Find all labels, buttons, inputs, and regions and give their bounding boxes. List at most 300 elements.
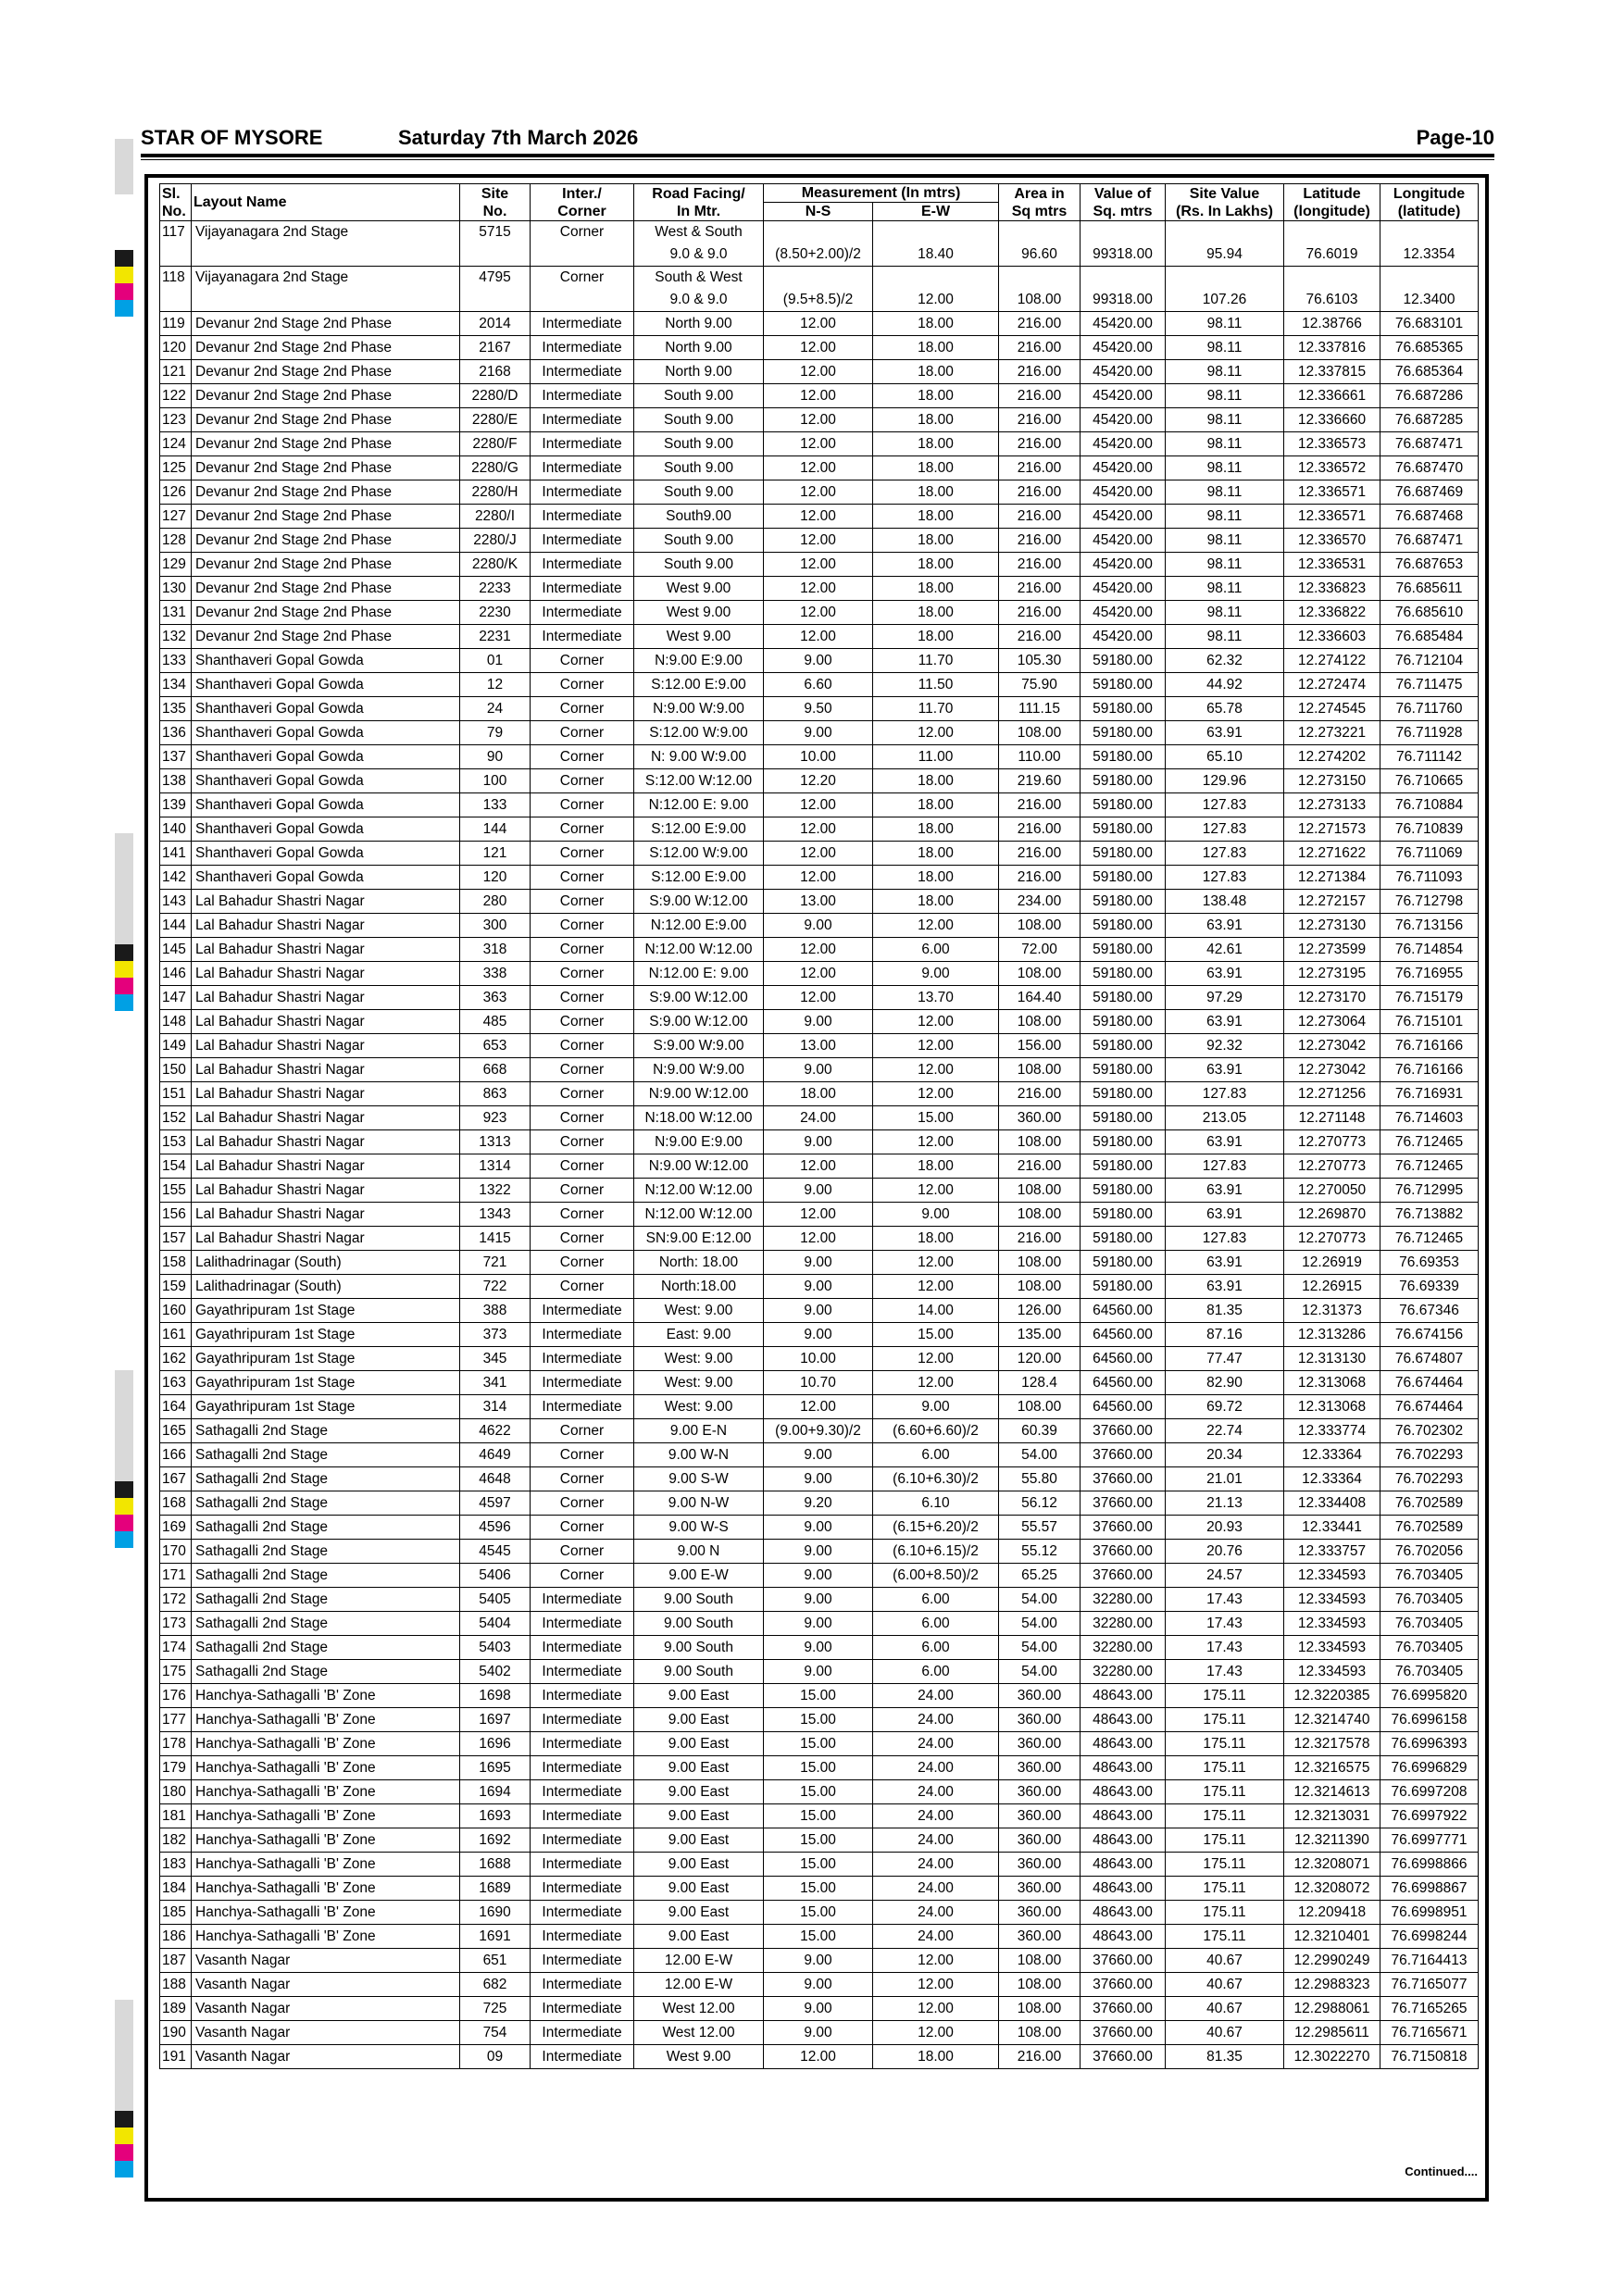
col-inter-corner: Inter./ Corner xyxy=(531,184,634,221)
cell-inter-corner: Intermediate xyxy=(531,1804,634,1828)
cell-road-facing: 9.00 South xyxy=(634,1660,764,1684)
cell-inter-corner: Intermediate xyxy=(531,625,634,649)
cell-sl-no: 156 xyxy=(160,1203,192,1227)
cell-road-facing: 9.00 South xyxy=(634,1612,764,1636)
cell-ns: 12.00 xyxy=(764,480,873,505)
cell-road-facing: West 9.00 xyxy=(634,601,764,625)
cell-area: 216.00 xyxy=(999,1082,1081,1106)
cell-inter-corner: Intermediate xyxy=(531,336,634,360)
cell-value-sqm: 37660.00 xyxy=(1081,1467,1166,1491)
cell-site-no: 863 xyxy=(460,1082,531,1106)
cell-road-facing: N:9.00 E:9.00 xyxy=(634,1130,764,1154)
cell-area: 108.00 xyxy=(999,721,1081,745)
cell-latitude: 12.273133 xyxy=(1284,793,1380,817)
cell-layout-name: Lal Bahadur Shastri Nagar xyxy=(192,1130,460,1154)
cell-longitude: 76.6998244 xyxy=(1380,1925,1479,1949)
cell-ns: 9.00 xyxy=(764,1997,873,2021)
table-row xyxy=(160,1901,1479,1925)
cell-site-value: 175.11 xyxy=(1166,1853,1284,1877)
cell-value-sqm: 45420.00 xyxy=(1081,336,1166,360)
table-row xyxy=(160,360,1479,384)
table-row xyxy=(160,890,1479,914)
cell-site-value: 63.91 xyxy=(1166,1179,1284,1203)
cell-latitude: 12.336571 xyxy=(1284,505,1380,529)
cell-road-facing: 9.00 East xyxy=(634,1780,764,1804)
cell-layout-name: Lal Bahadur Shastri Nagar xyxy=(192,1227,460,1251)
table-row xyxy=(160,1010,1479,1034)
cell-layout-name: Sathagalli 2nd Stage xyxy=(192,1467,460,1491)
cell-ns: (8.50+2.00)/2 xyxy=(764,221,873,267)
cell-inter-corner: Intermediate xyxy=(531,1323,634,1347)
cell-ew: 12.00 xyxy=(873,267,999,312)
cell-layout-name: Shanthaveri Gopal Gowda xyxy=(192,697,460,721)
cell-site-no: 2280/F xyxy=(460,432,531,456)
cell-road-facing: S:12.00 E:9.00 xyxy=(634,673,764,697)
cell-longitude: 76.674807 xyxy=(1380,1347,1479,1371)
cell-inter-corner: Corner xyxy=(531,649,634,673)
cell-longitude: 76.703405 xyxy=(1380,1564,1479,1588)
cell-site-no: 653 xyxy=(460,1034,531,1058)
cell-area: 108.00 xyxy=(999,1395,1081,1419)
table-row xyxy=(160,1491,1479,1516)
cell-site-no: 5403 xyxy=(460,1636,531,1660)
table-row xyxy=(160,601,1479,625)
table-row xyxy=(160,267,1479,312)
cell-road-facing: 9.00 E-N xyxy=(634,1419,764,1443)
cell-road-facing: West: 9.00 xyxy=(634,1371,764,1395)
cell-area: 120.00 xyxy=(999,1347,1081,1371)
cell-ew: (6.10+6.30)/2 xyxy=(873,1467,999,1491)
cell-value-sqm: 59180.00 xyxy=(1081,673,1166,697)
cell-sl-no: 124 xyxy=(160,432,192,456)
cell-ew: 13.70 xyxy=(873,986,999,1010)
cell-site-value: 20.34 xyxy=(1166,1443,1284,1467)
cell-inter-corner: Intermediate xyxy=(531,1877,634,1901)
cell-ew: 12.00 xyxy=(873,2021,999,2045)
table-row xyxy=(160,697,1479,721)
cell-inter-corner: Corner xyxy=(531,866,634,890)
cell-value-sqm: 59180.00 xyxy=(1081,1251,1166,1275)
cell-value-sqm: 64560.00 xyxy=(1081,1395,1166,1419)
cell-longitude: 76.714603 xyxy=(1380,1106,1479,1130)
cell-inter-corner: Intermediate xyxy=(531,1901,634,1925)
cell-value-sqm: 64560.00 xyxy=(1081,1323,1166,1347)
cell-site-value: 98.11 xyxy=(1166,336,1284,360)
cell-inter-corner: Intermediate xyxy=(531,1612,634,1636)
cell-road-facing: 9.00 E-W xyxy=(634,1564,764,1588)
cell-value-sqm: 45420.00 xyxy=(1081,408,1166,432)
cell-longitude: 76.7150818 xyxy=(1380,2045,1479,2069)
cell-road-facing: N:9.00 E:9.00 xyxy=(634,649,764,673)
cell-site-value: 17.43 xyxy=(1166,1588,1284,1612)
cell-ns: 9.00 xyxy=(764,1949,873,1973)
cell-ns: 12.00 xyxy=(764,360,873,384)
cell-value-sqm: 59180.00 xyxy=(1081,697,1166,721)
cell-ew: 18.00 xyxy=(873,1154,999,1179)
cell-site-value: 98.11 xyxy=(1166,360,1284,384)
cell-sl-no: 146 xyxy=(160,962,192,986)
color-registration-marks xyxy=(115,250,133,317)
cell-ew: (6.60+6.60)/2 xyxy=(873,1419,999,1443)
cell-site-value: 65.10 xyxy=(1166,745,1284,769)
cell-sl-no: 171 xyxy=(160,1564,192,1588)
cell-inter-corner: Intermediate xyxy=(531,1997,634,2021)
cell-latitude: 12.337815 xyxy=(1284,360,1380,384)
cell-layout-name: Devanur 2nd Stage 2nd Phase xyxy=(192,480,460,505)
cell-inter-corner: Corner xyxy=(531,1034,634,1058)
cell-inter-corner: Corner xyxy=(531,793,634,817)
cell-latitude: 12.313286 xyxy=(1284,1323,1380,1347)
cell-ns: 12.00 xyxy=(764,793,873,817)
cell-inter-corner: Corner xyxy=(531,1179,634,1203)
cell-latitude: 12.271384 xyxy=(1284,866,1380,890)
cell-site-value: 95.94 xyxy=(1166,221,1284,267)
cell-site-no: 2280/I xyxy=(460,505,531,529)
cell-latitude: 12.313130 xyxy=(1284,1347,1380,1371)
col-value: Value of Sq. mtrs xyxy=(1081,184,1166,221)
cell-sl-no: 160 xyxy=(160,1299,192,1323)
cell-ns: 9.00 xyxy=(764,1660,873,1684)
cell-inter-corner: Intermediate xyxy=(531,505,634,529)
cell-latitude: 12.38766 xyxy=(1284,312,1380,336)
cell-longitude: 76.7165671 xyxy=(1380,2021,1479,2045)
cell-area: 54.00 xyxy=(999,1588,1081,1612)
cell-ns: 6.60 xyxy=(764,673,873,697)
cell-inter-corner: Intermediate xyxy=(531,1780,634,1804)
cell-road-facing: North: 18.00 xyxy=(634,1251,764,1275)
cell-sl-no: 189 xyxy=(160,1997,192,2021)
cell-longitude: 76.687286 xyxy=(1380,384,1479,408)
cell-ew: 18.00 xyxy=(873,384,999,408)
cell-layout-name: Gayathripuram 1st Stage xyxy=(192,1323,460,1347)
cell-road-facing: S:9.00 W:12.00 xyxy=(634,986,764,1010)
cell-layout-name: Devanur 2nd Stage 2nd Phase xyxy=(192,384,460,408)
cell-sl-no: 164 xyxy=(160,1395,192,1419)
cell-site-value: 69.72 xyxy=(1166,1395,1284,1419)
cell-inter-corner: Corner xyxy=(531,1251,634,1275)
table-row xyxy=(160,1949,1479,1973)
cell-ns: 12.00 xyxy=(764,312,873,336)
cell-inter-corner: Corner xyxy=(531,817,634,842)
table-row xyxy=(160,1323,1479,1347)
table-row xyxy=(160,1299,1479,1323)
cell-longitude: 76.69339 xyxy=(1380,1275,1479,1299)
cell-inter-corner: Intermediate xyxy=(531,1828,634,1853)
cell-ew: 24.00 xyxy=(873,1732,999,1756)
cell-value-sqm: 59180.00 xyxy=(1081,721,1166,745)
cell-latitude: 12.269870 xyxy=(1284,1203,1380,1227)
cell-site-no: 754 xyxy=(460,2021,531,2045)
table-row xyxy=(160,793,1479,817)
cell-road-facing: 9.00 W-N xyxy=(634,1443,764,1467)
cell-latitude: 12.273042 xyxy=(1284,1058,1380,1082)
table-row xyxy=(160,745,1479,769)
cell-ew: 9.00 xyxy=(873,1203,999,1227)
cell-ew: 24.00 xyxy=(873,1828,999,1853)
cell-sl-no: 132 xyxy=(160,625,192,649)
cell-site-no: 2231 xyxy=(460,625,531,649)
cell-value-sqm: 48643.00 xyxy=(1081,1756,1166,1780)
cell-site-no: 2167 xyxy=(460,336,531,360)
cell-longitude: 76.6996158 xyxy=(1380,1708,1479,1732)
cell-area: 216.00 xyxy=(999,480,1081,505)
table-row xyxy=(160,1106,1479,1130)
table-row xyxy=(160,1780,1479,1804)
cell-latitude: 12.273170 xyxy=(1284,986,1380,1010)
cell-longitude: 76.6998866 xyxy=(1380,1853,1479,1877)
cell-layout-name: Vasanth Nagar xyxy=(192,1997,460,2021)
cell-area: 96.60 xyxy=(999,221,1081,267)
cell-latitude: 12.336660 xyxy=(1284,408,1380,432)
cell-ew: 18.00 xyxy=(873,2045,999,2069)
cell-road-facing: 9.00 East xyxy=(634,1804,764,1828)
cell-latitude: 12.333774 xyxy=(1284,1419,1380,1443)
cell-inter-corner: Intermediate xyxy=(531,1756,634,1780)
cell-road-facing: South 9.00 xyxy=(634,432,764,456)
cell-site-value: 97.29 xyxy=(1166,986,1284,1010)
cell-site-value: 98.11 xyxy=(1166,408,1284,432)
cell-road-facing: 9.00 East xyxy=(634,1756,764,1780)
cell-sl-no: 172 xyxy=(160,1588,192,1612)
cell-road-facing: 9.00 South xyxy=(634,1636,764,1660)
cell-ns: 12.00 xyxy=(764,1395,873,1419)
table-row xyxy=(160,1275,1479,1299)
color-registration-marks xyxy=(115,2111,133,2177)
cell-latitude: 12.334593 xyxy=(1284,1636,1380,1660)
cell-latitude: 12.336571 xyxy=(1284,480,1380,505)
cell-ew: 12.00 xyxy=(873,1275,999,1299)
cell-ew: 18.00 xyxy=(873,505,999,529)
cell-site-value: 20.93 xyxy=(1166,1516,1284,1540)
cell-layout-name: Shanthaveri Gopal Gowda xyxy=(192,745,460,769)
cell-ew: 18.00 xyxy=(873,529,999,553)
cell-inter-corner: Corner xyxy=(531,1467,634,1491)
cell-longitude: 76.6995820 xyxy=(1380,1684,1479,1708)
cell-longitude: 76.716166 xyxy=(1380,1034,1479,1058)
cell-longitude: 76.687471 xyxy=(1380,432,1479,456)
cell-value-sqm: 37660.00 xyxy=(1081,1491,1166,1516)
cell-value-sqm: 64560.00 xyxy=(1081,1371,1166,1395)
cell-area: 108.00 xyxy=(999,1203,1081,1227)
cell-inter-corner: Intermediate xyxy=(531,601,634,625)
cell-site-no: 12 xyxy=(460,673,531,697)
cell-layout-name: Devanur 2nd Stage 2nd Phase xyxy=(192,336,460,360)
cell-layout-name: Gayathripuram 1st Stage xyxy=(192,1299,460,1323)
table-row xyxy=(160,673,1479,697)
cell-value-sqm: 59180.00 xyxy=(1081,793,1166,817)
cell-value-sqm: 59180.00 xyxy=(1081,1082,1166,1106)
cell-longitude: 12.3400 xyxy=(1380,267,1479,312)
cell-ns: 12.20 xyxy=(764,769,873,793)
cell-value-sqm: 59180.00 xyxy=(1081,649,1166,673)
cell-ns: 12.00 xyxy=(764,1227,873,1251)
cell-sl-no: 183 xyxy=(160,1853,192,1877)
cell-site-no: 300 xyxy=(460,914,531,938)
cell-road-facing: S:9.00 W:12.00 xyxy=(634,890,764,914)
cell-longitude: 76.702056 xyxy=(1380,1540,1479,1564)
table-row xyxy=(160,1973,1479,1997)
cell-area: 55.80 xyxy=(999,1467,1081,1491)
cell-site-no: 2014 xyxy=(460,312,531,336)
cell-site-value: 175.11 xyxy=(1166,1732,1284,1756)
cell-layout-name: Sathagalli 2nd Stage xyxy=(192,1588,460,1612)
cell-layout-name: Vijayanagara 2nd Stage xyxy=(192,221,460,267)
cell-site-value: 127.83 xyxy=(1166,842,1284,866)
cell-value-sqm: 48643.00 xyxy=(1081,1853,1166,1877)
cell-site-no: 314 xyxy=(460,1395,531,1419)
cell-road-facing: N:12.00 W:12.00 xyxy=(634,938,764,962)
cell-value-sqm: 37660.00 xyxy=(1081,1564,1166,1588)
cell-value-sqm: 59180.00 xyxy=(1081,1010,1166,1034)
cell-ew: 18.00 xyxy=(873,432,999,456)
cell-layout-name: Lal Bahadur Shastri Nagar xyxy=(192,1106,460,1130)
cell-value-sqm: 45420.00 xyxy=(1081,553,1166,577)
cell-sl-no: 176 xyxy=(160,1684,192,1708)
cell-latitude: 12.336661 xyxy=(1284,384,1380,408)
cell-site-value: 175.11 xyxy=(1166,1925,1284,1949)
cell-site-no: 388 xyxy=(460,1299,531,1323)
table-row xyxy=(160,408,1479,432)
table-row xyxy=(160,1997,1479,2021)
cell-latitude: 12.274122 xyxy=(1284,649,1380,673)
table-row xyxy=(160,1828,1479,1853)
cell-value-sqm: 37660.00 xyxy=(1081,1419,1166,1443)
cell-area: 55.57 xyxy=(999,1516,1081,1540)
cell-ew: 11.70 xyxy=(873,697,999,721)
cell-sl-no: 119 xyxy=(160,312,192,336)
cell-layout-name: Hanchya-Sathagalli 'B' Zone xyxy=(192,1780,460,1804)
table-row xyxy=(160,1804,1479,1828)
cell-area: 360.00 xyxy=(999,1925,1081,1949)
cell-sl-no: 140 xyxy=(160,817,192,842)
cell-site-no: 1691 xyxy=(460,1925,531,1949)
site-auction-table xyxy=(159,183,1479,2069)
cell-ns: 9.00 xyxy=(764,1251,873,1275)
table-row xyxy=(160,842,1479,866)
cell-area: 55.12 xyxy=(999,1540,1081,1564)
cell-layout-name: Hanchya-Sathagalli 'B' Zone xyxy=(192,1756,460,1780)
cell-road-facing: West 9.00 xyxy=(634,625,764,649)
cell-value-sqm: 32280.00 xyxy=(1081,1588,1166,1612)
cell-area: 105.30 xyxy=(999,649,1081,673)
cell-ns: 15.00 xyxy=(764,1925,873,1949)
cell-ew: 12.00 xyxy=(873,1010,999,1034)
cell-inter-corner: Corner xyxy=(531,1106,634,1130)
cell-value-sqm: 32280.00 xyxy=(1081,1636,1166,1660)
cell-inter-corner: Corner xyxy=(531,1130,634,1154)
cell-ns: 9.00 xyxy=(764,1323,873,1347)
cell-latitude: 12.3208071 xyxy=(1284,1853,1380,1877)
cell-road-facing: North 9.00 xyxy=(634,360,764,384)
cell-value-sqm: 37660.00 xyxy=(1081,1540,1166,1564)
cell-ns: 12.00 xyxy=(764,384,873,408)
cell-inter-corner: Intermediate xyxy=(531,2045,634,2069)
cell-layout-name: Shanthaveri Gopal Gowda xyxy=(192,721,460,745)
cell-latitude: 76.6103 xyxy=(1284,267,1380,312)
cell-sl-no: 157 xyxy=(160,1227,192,1251)
cell-site-value: 63.91 xyxy=(1166,1251,1284,1275)
color-registration-marks xyxy=(115,944,133,1011)
cell-layout-name: Lal Bahadur Shastri Nagar xyxy=(192,1058,460,1082)
cell-road-facing: West 12.00 xyxy=(634,2021,764,2045)
cell-area: 108.00 xyxy=(999,1251,1081,1275)
cell-inter-corner: Corner xyxy=(531,221,634,267)
cell-site-no: 79 xyxy=(460,721,531,745)
cell-area: 360.00 xyxy=(999,1804,1081,1828)
cell-site-value: 77.47 xyxy=(1166,1347,1284,1371)
cell-value-sqm: 48643.00 xyxy=(1081,1828,1166,1853)
cell-latitude: 12.270773 xyxy=(1284,1227,1380,1251)
cell-longitude: 76.6996829 xyxy=(1380,1756,1479,1780)
cell-site-value: 21.13 xyxy=(1166,1491,1284,1516)
cell-area: 360.00 xyxy=(999,1877,1081,1901)
cell-site-no: 5715 xyxy=(460,221,531,267)
cell-site-value: 63.91 xyxy=(1166,962,1284,986)
cell-value-sqm: 59180.00 xyxy=(1081,842,1166,866)
cell-site-value: 213.05 xyxy=(1166,1106,1284,1130)
cell-longitude: 76.702302 xyxy=(1380,1419,1479,1443)
cell-site-value: 98.11 xyxy=(1166,601,1284,625)
cell-longitude: 76.716955 xyxy=(1380,962,1479,986)
cell-value-sqm: 45420.00 xyxy=(1081,601,1166,625)
cell-ns: 9.00 xyxy=(764,1516,873,1540)
cell-site-no: 1693 xyxy=(460,1804,531,1828)
cell-ns: 9.00 xyxy=(764,1540,873,1564)
cell-inter-corner: Corner xyxy=(531,1419,634,1443)
cell-ew: 12.00 xyxy=(873,1082,999,1106)
cell-layout-name: Lal Bahadur Shastri Nagar xyxy=(192,1179,460,1203)
cell-road-facing: N:12.00 E: 9.00 xyxy=(634,793,764,817)
cell-road-facing: S:12.00 W:12.00 xyxy=(634,769,764,793)
cell-value-sqm: 48643.00 xyxy=(1081,1877,1166,1901)
cell-sl-no: 161 xyxy=(160,1323,192,1347)
cell-site-no: 2168 xyxy=(460,360,531,384)
cell-site-value: 98.11 xyxy=(1166,529,1284,553)
cell-value-sqm: 45420.00 xyxy=(1081,432,1166,456)
col-ns: N-S xyxy=(764,203,873,221)
cell-site-value: 175.11 xyxy=(1166,1780,1284,1804)
cell-longitude: 76.712465 xyxy=(1380,1130,1479,1154)
cell-ns: 12.00 xyxy=(764,866,873,890)
table-row xyxy=(160,577,1479,601)
cell-ew: 18.00 xyxy=(873,866,999,890)
cell-ns: 12.00 xyxy=(764,625,873,649)
cell-ew: 11.50 xyxy=(873,673,999,697)
cell-ew: 6.00 xyxy=(873,1636,999,1660)
cell-road-facing: West 9.00 xyxy=(634,2045,764,2069)
cell-road-facing: SN:9.00 E:12.00 xyxy=(634,1227,764,1251)
cell-road-facing: South9.00 xyxy=(634,505,764,529)
cell-ns: 12.00 xyxy=(764,529,873,553)
cell-sl-no: 154 xyxy=(160,1154,192,1179)
cell-value-sqm: 59180.00 xyxy=(1081,1227,1166,1251)
cell-road-facing: 9.00 East xyxy=(634,1732,764,1756)
cell-value-sqm: 59180.00 xyxy=(1081,866,1166,890)
cell-ew: 12.00 xyxy=(873,914,999,938)
cell-site-value: 175.11 xyxy=(1166,1804,1284,1828)
cell-site-value: 87.16 xyxy=(1166,1323,1284,1347)
cell-value-sqm: 45420.00 xyxy=(1081,577,1166,601)
cell-area: 216.00 xyxy=(999,360,1081,384)
cell-layout-name: Vasanth Nagar xyxy=(192,1949,460,1973)
cell-value-sqm: 48643.00 xyxy=(1081,1780,1166,1804)
cell-area: 360.00 xyxy=(999,1756,1081,1780)
col-site-no: Site No. xyxy=(460,184,531,221)
cell-longitude: 76.710884 xyxy=(1380,793,1479,817)
table-row xyxy=(160,1588,1479,1612)
table-row xyxy=(160,769,1479,793)
cell-sl-no: 179 xyxy=(160,1756,192,1780)
